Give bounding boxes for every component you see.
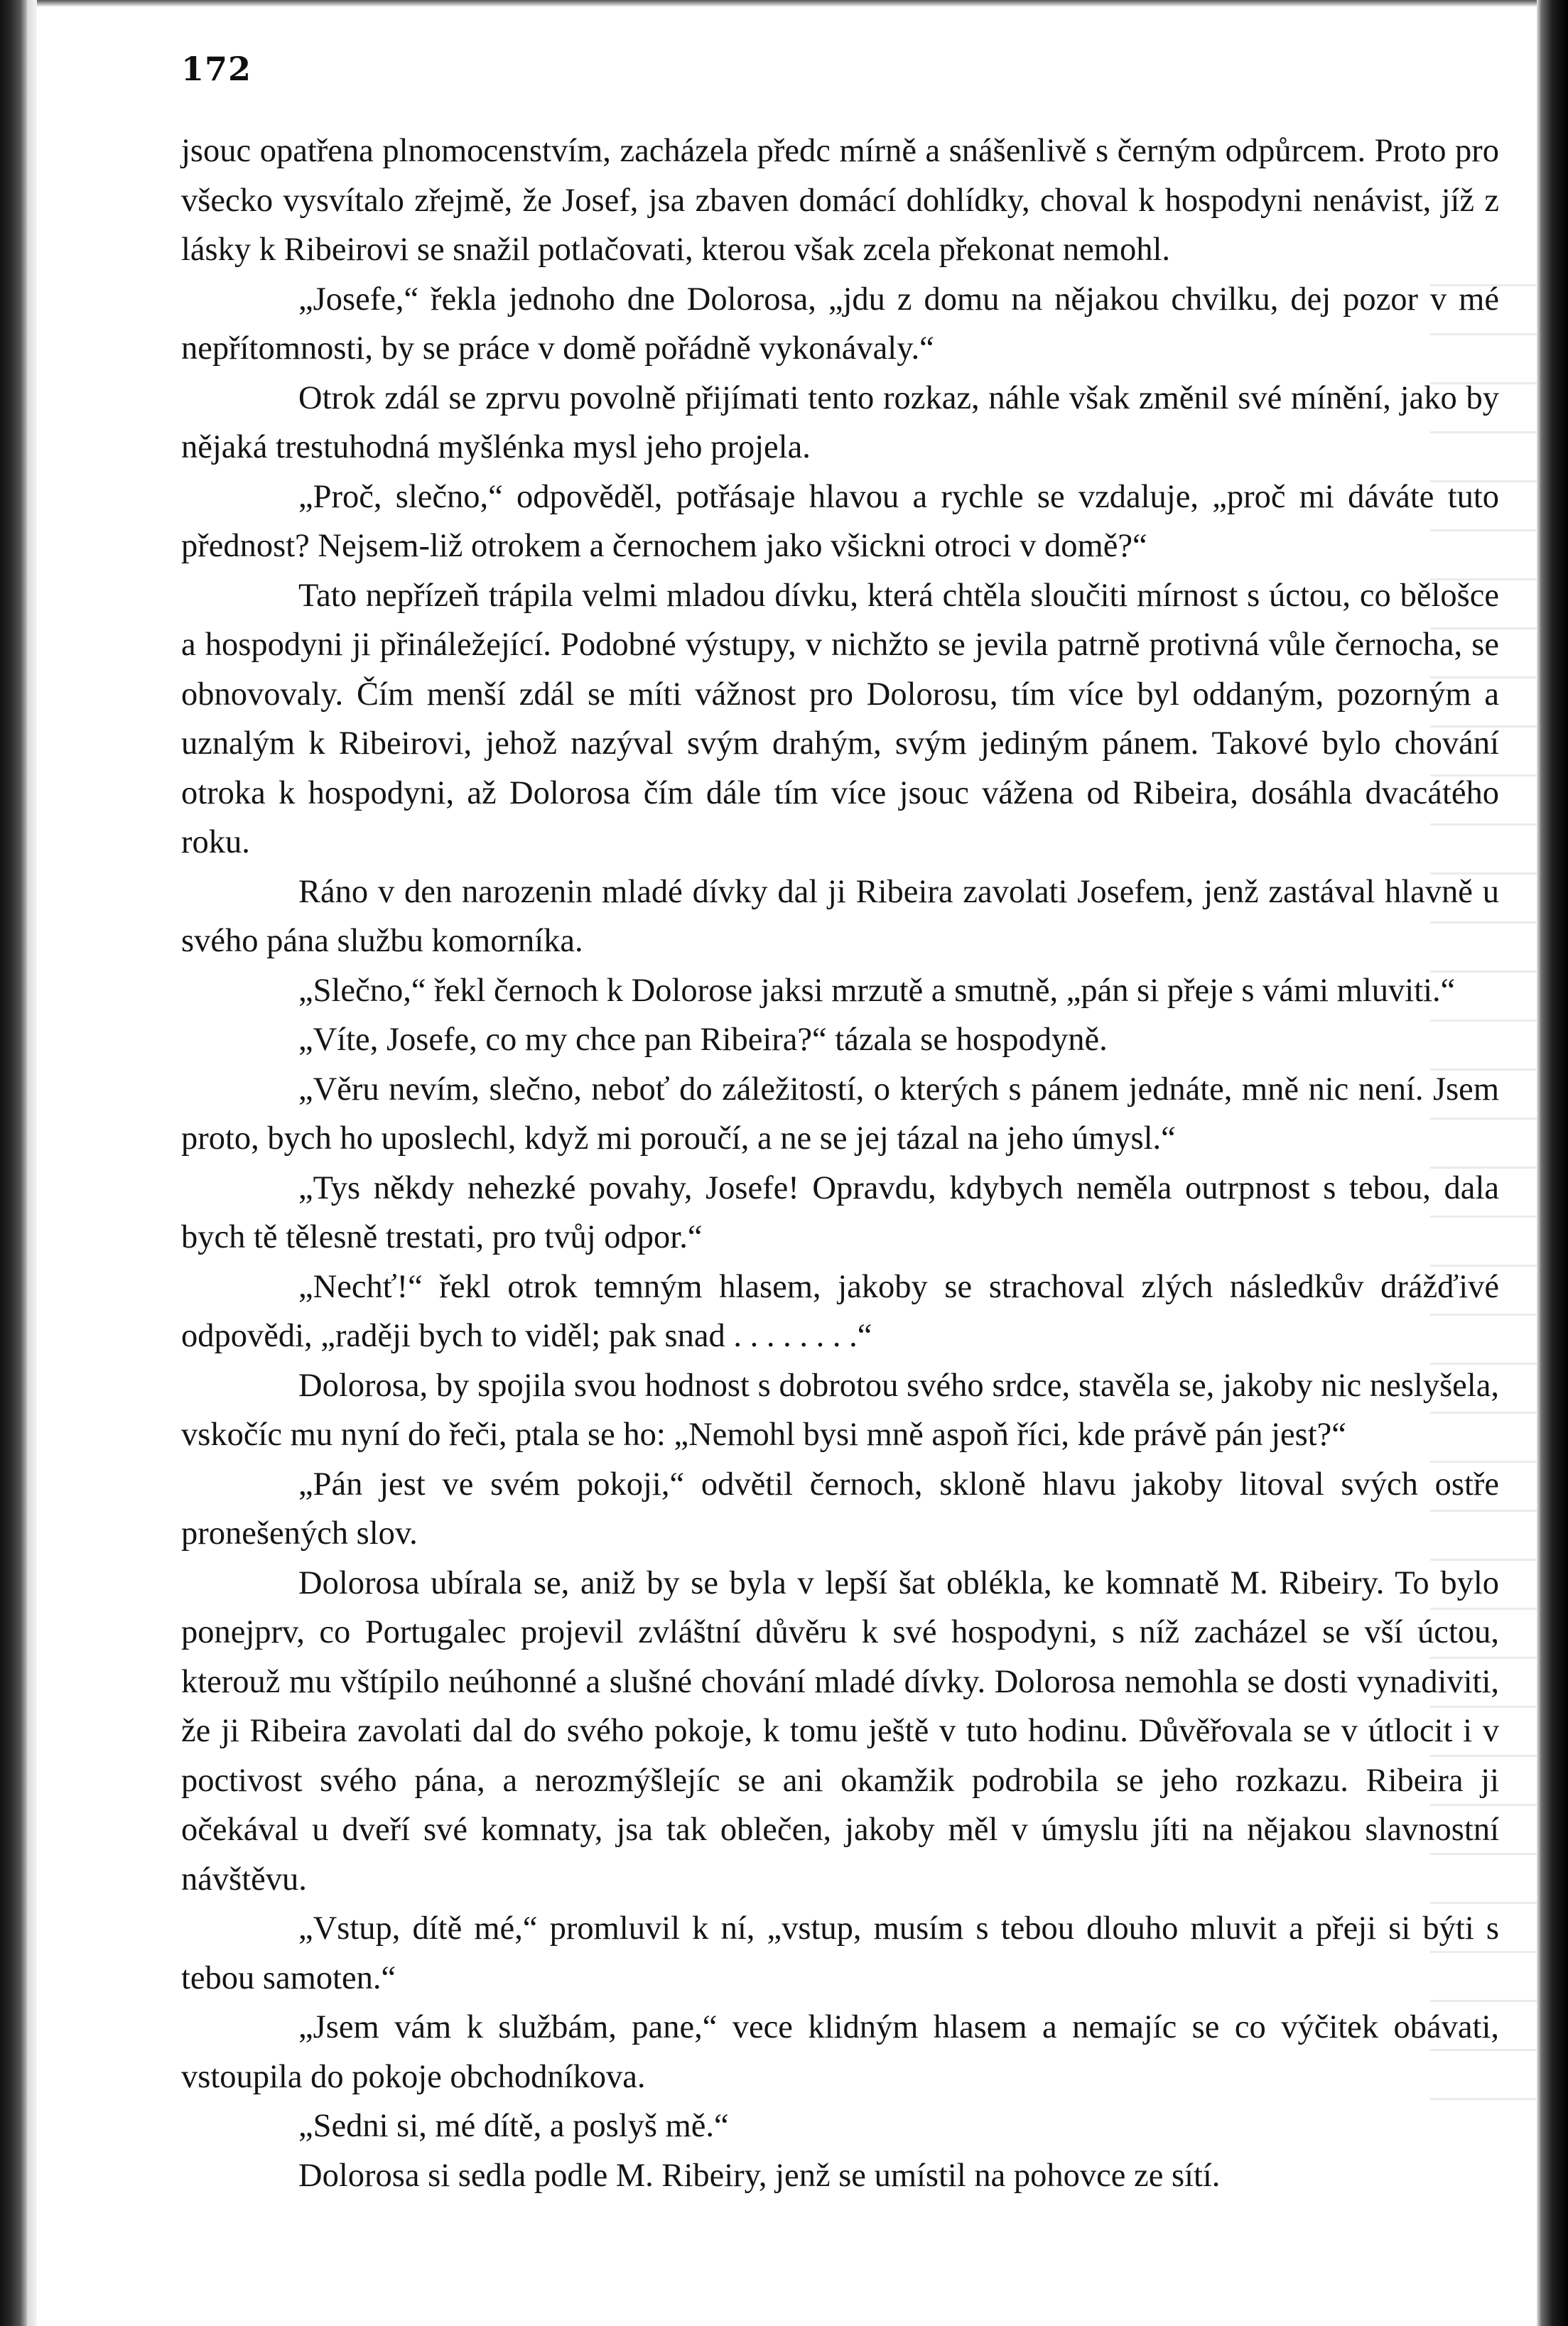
paragraph: „Proč, slečno,“ odpověděl, potřásaje hlavou a rychle se vzdaluje, „proč mi dáváte tuto přednost? Nejsem-liž otrokem a černochem jako všickni otroci v domě?“ [181,478,1499,564]
paragraph: „Vstup, dítě mé,“ promluvil k ní, „vstup, musím s tebou dlouho mluvit a přeji si býti s tebou samoten.“ [181,1910,1499,1996]
paragraph: Dolorosa ubírala se, aniž by se byla v lepší šat oblékla, ke komnatě M. Ribeiry. To bylo ponejprv, co Portugalec projevil zvláštní důvěru k své hospodyni, s níž zacházel se vší úctou, kterouž mu vštípilo neúhonné a slušné chování mladé dívky. Dolorosa nemohla se dosti vynadiviti, že ji Ribeira zavolati dal do svého pokoje, k tomu ještě v tuto hodinu. Důvěřovala se v útlocit i v poctivost svého pána, a nerozmýšlejíc se ani okamžik podrobila se jeho rozkazu. Ribeira ji očekával u dveří své komnaty, jsa tak oblečen, jakoby měl v úmyslu jíti na nějakou slavnostní návštěvu. [181,1564,1499,1898]
paragraph: „Věru nevím, slečno, neboť do záležitostí, o kterých s pánem jednáte, mně nic není. Jsem proto, bych ho uposlechl, když mi poroučí, a ne se jej tázal na jeho úmysl.“ [181,1071,1499,1157]
paragraph: „Josefe,“ řekla jednoho dne Dolorosa, „jdu z domu na nějakou chvilku, dej pozor v mé nepřítomnosti, by se práce v domě pořádně vykonávaly.“ [181,281,1499,367]
paragraph: „Nechť!“ řekl otrok temným hlasem, jakoby se strachoval zlých následkův drážďivé odpovědi, „raději bych to viděl; pak snad . . . . . . . .“ [181,1268,1499,1354]
paragraph: Dolorosa si sedla podle M. Ribeiry, jenž se umístil na pohovce ze sítí. [298,2157,1221,2194]
paragraph: „Slečno,“ řekl černoch k Dolorose jaksi mrzutě a smutně, „pán si přeje s vámi mluviti.“ [298,972,1456,1009]
paragraph: „Tys někdy nehezké povahy, Josefe! Opravdu, kdybych neměla outrpnost s tebou, dala bych tě tělesně trestati, pro tvůj odpor.“ [181,1169,1499,1255]
paragraph: Tato nepřízeň trápila velmi mladou dívku, která chtěla sloučiti mírnost s úctou, co bělošce a hospodyni ji přináležející. Podobné výstupy, v nichžto se jevila patrně protivná vůle černocha, se obnovovaly. Čím menší zdál se míti vážnost pro Dolorosu, tím více byl oddaným, pozorným a uznalým k Ribeirovi, jehož nazýval svým drahým, svým jediným pánem. Takové bylo chování otroka k hospodyni, až Dolorosa čím dále tím více jsouc vážena od Ribeira, dosáhla dvacátého roku. [181,577,1499,860]
paragraph: Otrok zdál se zprvu povolně přijímati tento rozkaz, náhle však změnil své mínění, jako by nějaká trestuhodná myšlénka mysl jeho projela. [181,379,1499,465]
paragraph: „Jsem vám k službám, pane,“ vece klidným hlasem a nemajíc se co výčitek obávati, vstoupila do pokoje obchodníkova. [181,2009,1499,2095]
page-number: 172 [181,50,252,88]
paragraph: Ráno v den narozenin mladé dívky dal ji Ribeira zavolati Josefem, jenž zastával hlavně u svého pána službu komorníka. [181,873,1499,959]
binding-highlight [27,0,37,2326]
page-edge-shadow [1537,0,1568,2326]
paragraph: „Víte, Josefe, co my chce pan Ribeira?“ tázala se hospodyně. [298,1022,1108,1058]
body-text [181,126,1499,2200]
paragraph: Dolorosa, by spojila svou hodnost s dobrotou svého srdce, stavěla se, jakoby nic neslyšela, vskočíc mu nyní do řeči, ptala se ho: „Nemohl bysi mně aspoň říci, kde právě pán jest?“ [181,1367,1499,1453]
paragraph: jsouc opatřena plnomocenstvím, zacházela předc mírně a snášenlivě s černým odpůrcem. Proto pro všecko vysvítalo zřejmě, že Josef, jsa zbaven domácí dohlídky, choval k hospodyni nenávist, jíž z lásky k Ribeirovi se snažil potlačovati, kterou však zcela překonat nemohl. [181,133,1499,268]
paragraph: „Pán jest ve svém pokoji,“ odvětil černoch, skloně hlavu jakoby litoval svých ostře pronešených slov. [181,1466,1499,1552]
paragraph: „Sedni si, mé dítě, a poslyš mě.“ [298,2108,729,2144]
scan-top-edge [0,0,1568,7]
book-binding-shadow [0,0,27,2326]
